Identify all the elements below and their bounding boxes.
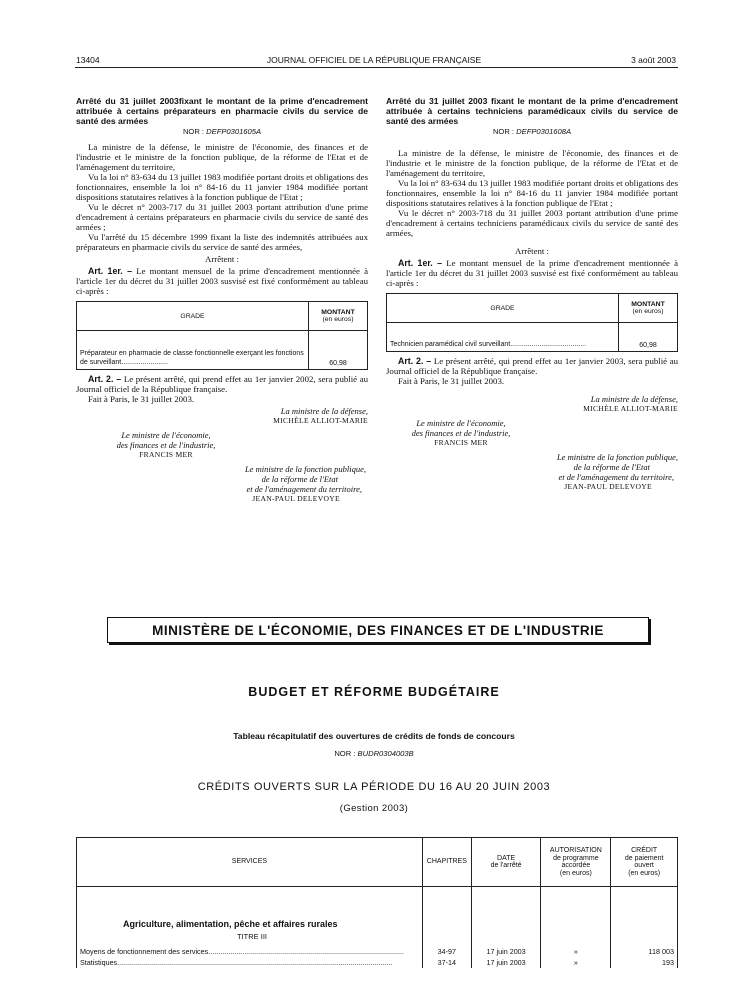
table-row [77,946,678,957]
table-title: Tableau récapitulatif des ouvertures de crédits de fonds de concours [233,731,515,741]
chapitres-header: CHAPITRES [422,838,471,887]
nor-reference: NOR : DEFP0301608A [492,127,572,136]
autorisation-cell: » [541,946,611,957]
signature-defense: La ministre de la défense, MICHÈLE ALLIOT-MARIE [273,406,368,425]
montant-cell: 60,98 [309,331,368,370]
credits-table [76,837,678,968]
preamble-paragraph: La ministre de la défense, le ministre de l'économie, des finances et de l'industrie et le ministre de la fonction publique, de la réforme de l'Etat et de l'aménagement du territoire, [76,142,368,172]
article-2: Art. 2. – Le présent arrêté, qui prend effet au 1er janvier 2002, sera publié au Journal officiel de la République française. [76,374,368,394]
grade-header: GRADE [387,294,619,323]
section-label: Agriculture, alimentation, pêche et affaires rurales [77,887,423,933]
preamble-paragraph: Vu le décret n° 2003-718 du 31 juillet 2003 portant attribution d'une prime d'encadrement à certains techniciens paramédicaux civils du service de santé des armées, [386,208,678,238]
credit-cell: 193 [611,957,678,968]
grade-header: GRADE [77,302,309,331]
chapitre-cell: 34-97 [422,946,471,957]
header-rule [75,67,678,68]
signature-economie: Le ministre de l'économie, des finances et de l'industrie, FRANCIS MER [116,430,216,459]
preamble-paragraph: Vu l'arrêté du 15 décembre 1999 fixant la liste des indemnités attribuées aux préparateurs en pharmacie civils du service de santé des armées, [76,232,368,252]
titre-row [77,932,678,946]
right-decree [386,96,678,492]
service-cell: Moyens de fonctionnement des services.................................................................................................. [77,946,423,957]
grade-table [386,293,678,352]
preamble-paragraph: Vu le décret n° 2003-717 du 31 juillet 2003 portant attribution d'une prime d'encadrement à certains préparateurs en pharmacie civils du service de santé des armées ; [76,202,368,232]
grade-cell: Technicien paramédical civil surveillant....................................... [387,323,619,352]
decree-title: Arrêté du 31 juillet 2003fixant le montant de la prime d'encadrement attribuée à certains préparateurs en pharmacie civils du service de santé des armées [76,96,368,126]
montant-header: MONTANT (en euros) [309,302,368,331]
table-section-row [77,887,678,933]
page-number: 13404 [76,55,100,65]
date-header: DATE de l'arrêté [471,838,541,887]
nor-reference: NOR : BUDR0304003B [334,749,414,758]
section-title: BUDGET ET RÉFORME BUDGÉTAIRE [248,685,500,699]
signature-fonction-publique: Le ministre de la fonction publique, de la réforme de l'Etat et de l'aménagement du territoire, JEAN-PAUL DELEVOYE [556,452,678,491]
ministry-banner: MINISTÈRE DE L'ÉCONOMIE, DES FINANCES ET DE L'INDUSTRIE [107,617,649,643]
date-cell: 17 juin 2003 [471,946,541,957]
signature-defense: La ministre de la défense, MICHÈLE ALLIOT-MARIE [583,394,678,413]
journal-title: JOURNAL OFFICIEL DE LA RÉPUBLIQUE FRANÇAISE [266,55,482,65]
preamble-paragraph: Vu la loi n° 83-634 du 13 juillet 1983 modifiée portant droits et obligations des fonctionnaires, ensemble la loi n° 84-16 du 11 janvier 1984 modifiée portant dispositions statutaires relatives à la fonction publique de l'Etat ; [386,178,678,208]
table-row [77,957,678,968]
service-cell: Statistiques.......................................................................................................................................... [77,957,423,968]
signature-fonction-publique: Le ministre de la fonction publique, de la réforme de l'Etat et de l'aménagement du territoire, JEAN-PAUL DELEVOYE [244,464,366,503]
autorisation-header: AUTORISATION de programme accordée (en euros) [541,838,611,887]
credit-header: CRÉDIT de paiement ouvert (en euros) [611,838,678,887]
arretent: Arrêtent : [515,246,549,256]
fait-a-paris: Fait à Paris, le 31 juillet 2003. [398,376,505,386]
article-2: Art. 2. – Le présent arrêté, qui prend effet au 1er janvier 2003, sera publié au Journal officiel de la République française. [386,356,678,376]
credits-title: CRÉDITS OUVERTS SUR LA PÉRIODE DU 16 AU 20 JUIN 2003 [197,781,551,793]
credits-table-header [77,838,678,887]
preamble-paragraph: La ministre de la défense, le ministre de l'économie, des finances et de l'industrie et le ministre de la fonction publique, de la réforme de l'Etat et de l'aménagement du territoire, [386,148,678,178]
nor-reference: NOR : DEFP0301605A [182,127,262,136]
issue-date: 3 août 2003 [631,55,676,65]
article-1: Art. 1er. – Le montant mensuel de la prime d'encadrement mentionnée à l'article 1er du décret du 31 juillet 2003 susvisé est fixé conformément au tableau ci-après : [386,258,678,288]
preamble-paragraph: Vu la loi n° 83-634 du 13 juillet 1983 modifiée portant droits et obligations des fonctionnaires, ensemble la loi n° 84-16 du 11 janvier 1984 modifiée portant dispositions statutaires relatives à la fonction publique de l'Etat ; [76,172,368,202]
titre-label: TITRE III [77,932,423,946]
credit-cell: 118 003 [611,946,678,957]
services-header: SERVICES [77,838,423,887]
fait-a-paris: Fait à Paris, le 31 juillet 2003. [88,394,195,404]
montant-header: MONTANT (en euros) [619,294,678,323]
autorisation-cell: » [541,957,611,968]
signature-economie: Le ministre de l'économie, des finances et de l'industrie, FRANCIS MER [411,418,511,447]
left-decree [76,96,368,504]
gestion-year: (Gestion 2003) [339,803,409,814]
montant-cell: 60,98 [619,323,678,352]
article-1: Art. 1er. – Le montant mensuel de la prime d'encadrement mentionnée à l'article 1er du décret du 31 juillet 2003 susvisé est fixé conformément au tableau ci-après : [76,266,368,296]
decree-title: Arrêté du 31 juillet 2003 fixant le montant de la prime d'encadrement attribuée à certains techniciens paramédicaux civils du service de santé des armées [386,96,678,126]
date-cell: 17 juin 2003 [471,957,541,968]
grade-table [76,301,368,370]
grade-cell: Préparateur en pharmacie de classe fonctionnelle exerçant les fonctions de surveillant........................ [77,331,309,370]
chapitre-cell: 37-14 [422,957,471,968]
arretent: Arrêtent : [205,254,239,264]
